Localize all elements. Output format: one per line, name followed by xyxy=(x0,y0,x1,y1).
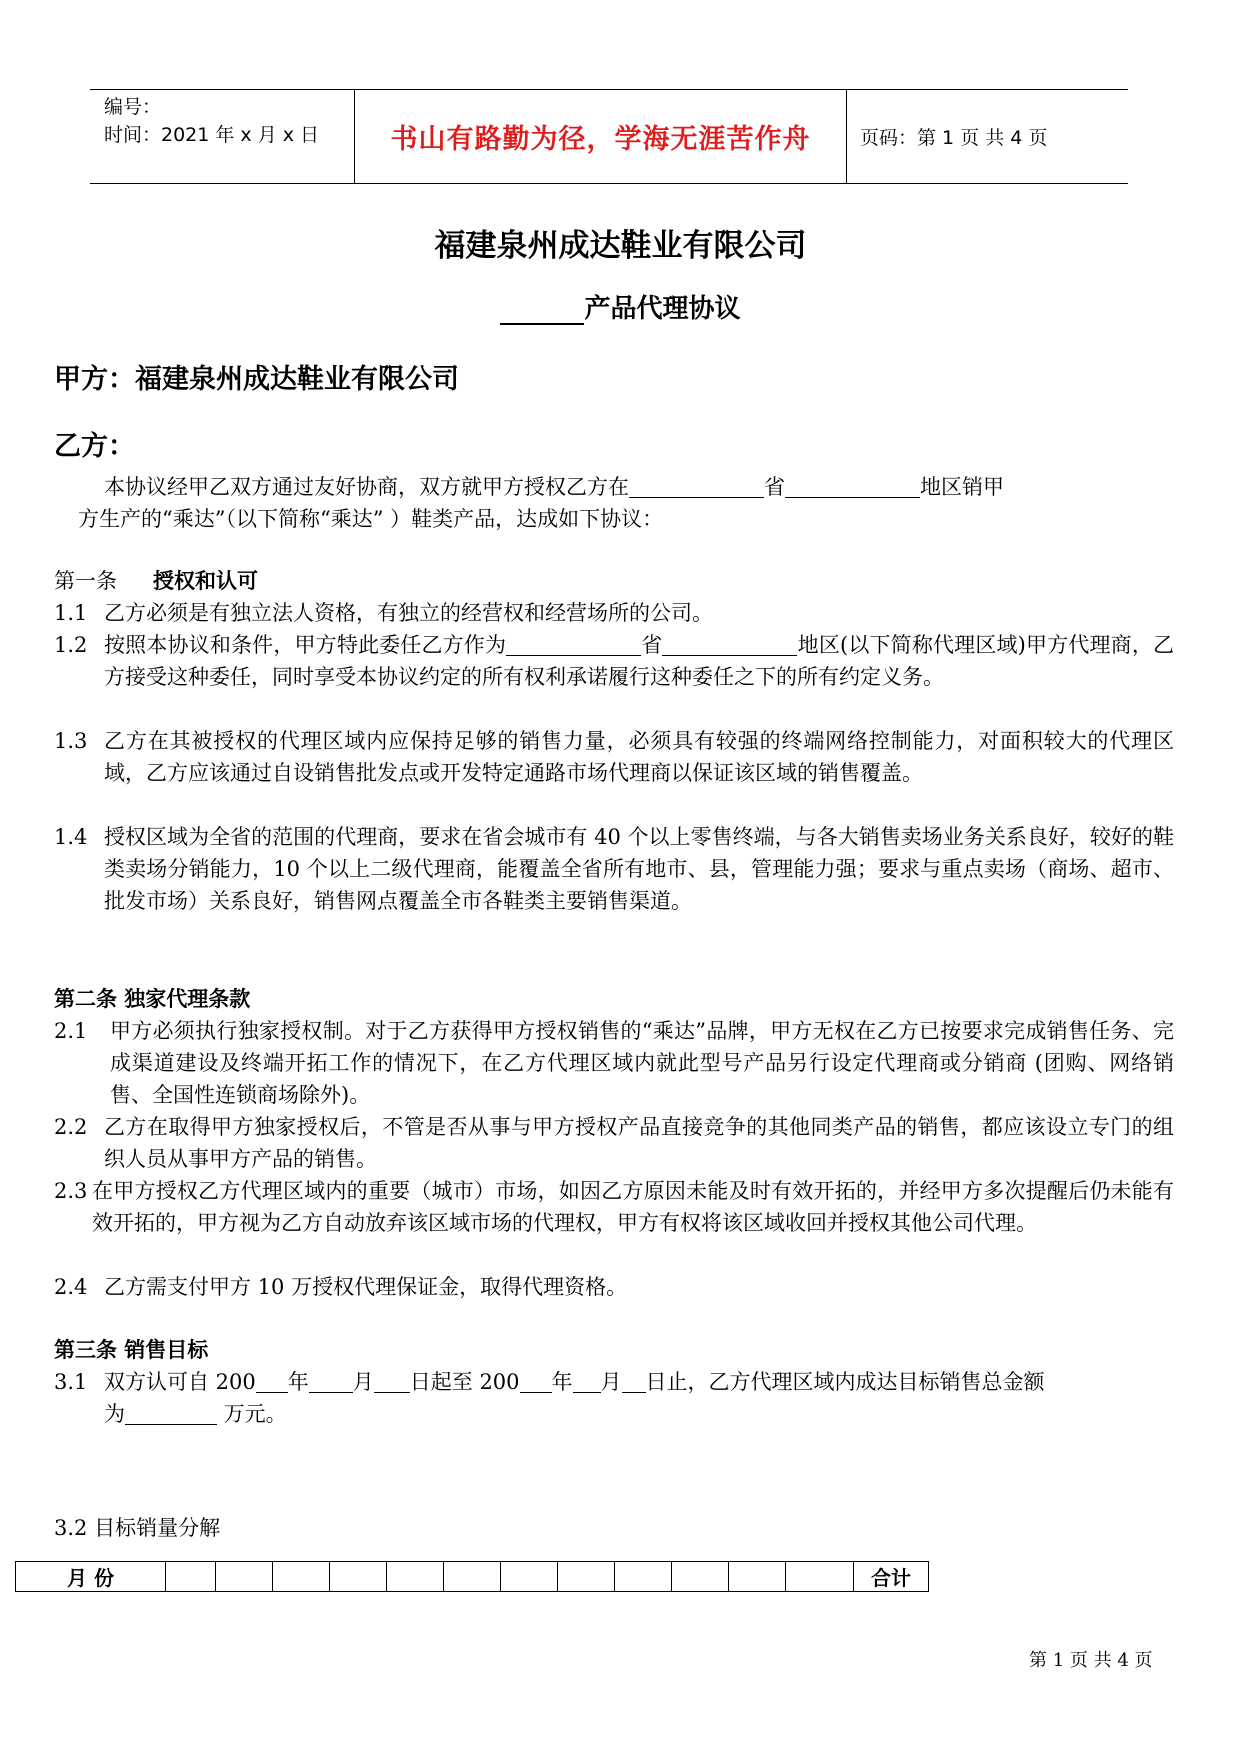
table-row xyxy=(16,1562,929,1592)
day-blank[interactable] xyxy=(374,1369,410,1393)
table-cell[interactable] xyxy=(672,1562,729,1592)
month-header-cell: 月 份 xyxy=(16,1562,166,1592)
clause-2-1: 2.1 甲方必须执行独家授权制。对于乙方获得甲方授权销售的“乘达”品牌，甲方无权在乙方已按要求完成销售任务、完成渠道建设及终端开拓工作的情况下，在乙方代理区域内就此型号产品另行设定代理商或分销商 (团购、网络销售、全国性连锁商场除外)。 xyxy=(54,1019,1174,1107)
party-b: 乙方： xyxy=(54,431,135,462)
intro-line-2: 方生产的“乘达”（以下简称“乘达” ）鞋类产品，达成如下协议： xyxy=(78,507,664,531)
sales-target-table xyxy=(15,1561,929,1592)
header-page-info: 页码：第 1 页 共 4 页 xyxy=(860,127,1048,149)
table-cell[interactable] xyxy=(216,1562,273,1592)
document-number-label: 编号： xyxy=(104,96,162,118)
intro-line-1: 本协议经甲乙双方通过友好协商，双方就甲方授权乙方在 省 地区销甲 xyxy=(104,475,1004,499)
province-blank[interactable] xyxy=(506,632,641,656)
clause-1-4: 1.4 授权区域为全省的范围的代理商，要求在省会城市有 40 个以上零售终端，与各大销售卖场业务关系良好，较好的鞋类卖场分销能力，10 个以上二级代理商，能覆盖全省所有地市、县，管理能力强；要求与重点卖场（商场、超市、批发市场）关系良好，销售网点覆盖全市各鞋类主要销售渠道。 xyxy=(54,825,1174,913)
table-cell[interactable] xyxy=(501,1562,558,1592)
header-divider xyxy=(846,90,847,183)
article-2-heading: 第二条 独家代理条款 xyxy=(54,986,251,1011)
agreement-title: 产品代理协议 xyxy=(0,288,1241,325)
document-time-label: 时间：2021 年 x 月 x 日 xyxy=(104,124,320,146)
table-cell[interactable] xyxy=(786,1562,854,1592)
month-blank[interactable] xyxy=(573,1369,601,1393)
table-cell[interactable] xyxy=(273,1562,330,1592)
table-cell[interactable] xyxy=(615,1562,672,1592)
header-meta xyxy=(104,93,319,149)
article-1-heading: 第一条 授权和认可 xyxy=(54,568,258,593)
region-blank[interactable] xyxy=(662,632,797,656)
clause-3-1: 3.1 双方认可自 200 年 月 日起至 200 年 月 日止，乙方代理区域内成达目标销售总金额 为 万元。 xyxy=(54,1370,1045,1426)
year-blank[interactable] xyxy=(520,1369,552,1393)
clause-1-2: 1.2 按照本协议和条件，甲方特此委任乙方作为 省 地区(以下简称代理区域)甲方代理商，乙方接受这种委任，同时享受本协议约定的所有权利承诺履行这种委任之下的所有约定义务。 xyxy=(54,633,1175,689)
page-header xyxy=(90,89,1128,184)
clause-3-2: 3.2 目标销量分解 xyxy=(54,1516,221,1540)
amount-blank[interactable] xyxy=(125,1401,217,1425)
clause-1-1: 1.1 乙方必须是有独立法人资格，有独立的经营权和经营场所的公司。 xyxy=(54,601,713,625)
clause-1-3: 1.3 乙方在其被授权的代理区域内应保持足够的销售力量，必须具有较强的终端网络控制能力，对面积较大的代理区域，乙方应该通过自设销售批发点或开发特定通路市场代理商以保证该区域的销售覆盖。 xyxy=(54,729,1174,785)
table-cell[interactable] xyxy=(729,1562,786,1592)
region-blank[interactable] xyxy=(785,474,920,498)
party-a: 甲方：福建泉州成达鞋业有限公司 xyxy=(54,364,459,395)
table-cell[interactable] xyxy=(558,1562,615,1592)
day-blank[interactable] xyxy=(622,1369,646,1393)
table-cell[interactable] xyxy=(444,1562,501,1592)
company-title: 福建泉州成达鞋业有限公司 xyxy=(434,228,807,264)
table-cell[interactable] xyxy=(387,1562,444,1592)
province-blank[interactable] xyxy=(629,474,764,498)
month-blank[interactable] xyxy=(309,1369,353,1393)
page-footer: 第 1 页 共 4 页 xyxy=(1029,1650,1153,1671)
header-motto: 书山有路勤为径，学海无涯苦作舟 xyxy=(390,124,811,155)
table-cell[interactable] xyxy=(330,1562,387,1592)
year-blank[interactable] xyxy=(256,1369,288,1393)
title-blank[interactable] xyxy=(500,293,584,325)
clause-2-3: 2.3 在甲方授权乙方代理区域内的重要（城市）市场，如因乙方原因未能及时有效开拓的，并经甲方多次提醒后仍未能有效开拓的，甲方视为乙方自动放弃该区域市场的代理权，甲方有权将该区域收回并授权其他公司代理。 xyxy=(54,1179,1174,1235)
clause-2-4: 2.4 乙方需支付甲方 10 万授权代理保证金，取得代理资格。 xyxy=(54,1275,628,1299)
clause-2-2: 2.2 乙方在取得甲方独家授权后，不管是否从事与甲方授权产品直接竞争的其他同类产品的销售，都应该设立专门的组织人员从事甲方产品的销售。 xyxy=(54,1115,1174,1171)
total-header-cell: 合计 xyxy=(854,1562,929,1592)
table-cell[interactable] xyxy=(166,1562,216,1592)
article-3-heading: 第三条 销售目标 xyxy=(54,1337,209,1362)
